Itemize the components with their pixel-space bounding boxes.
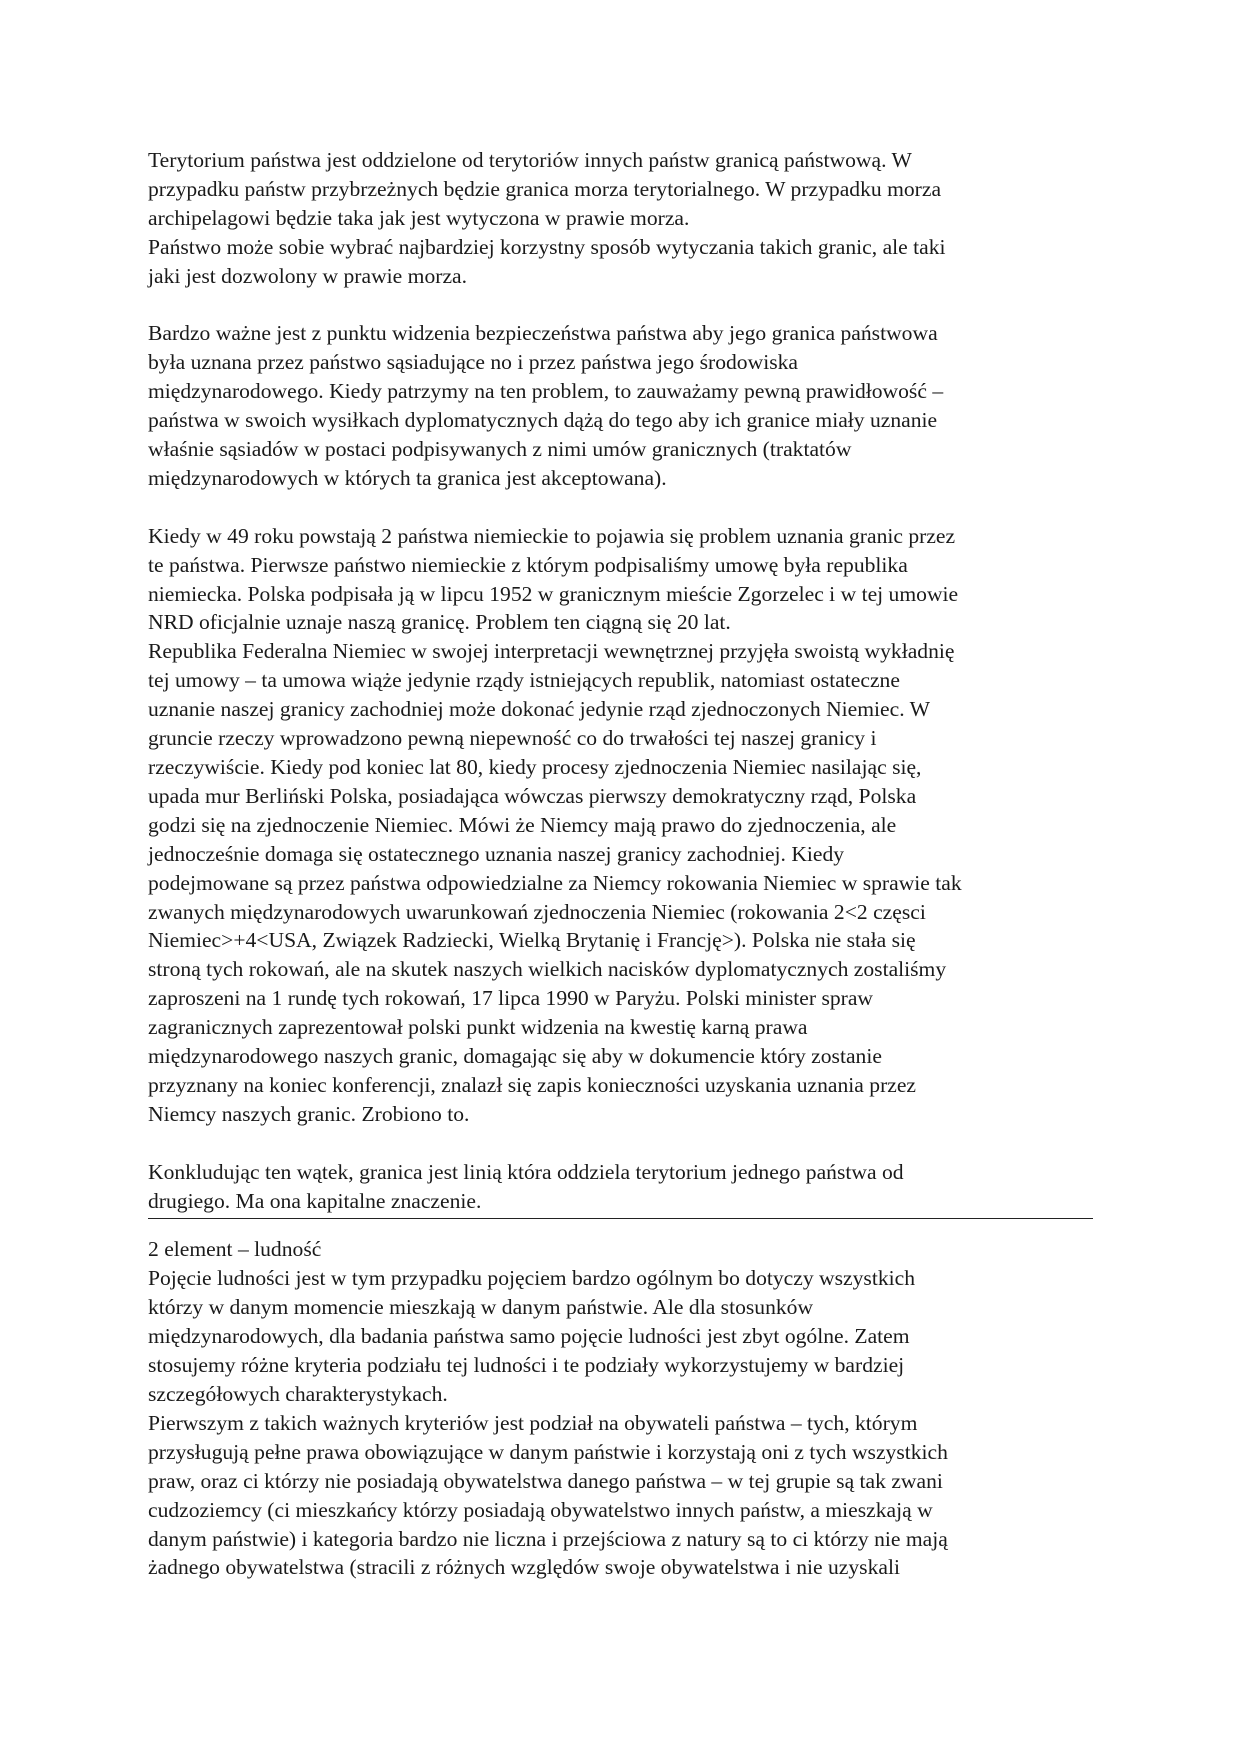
text-line: Konkludując ten wątek, granica jest linią która oddziela terytorium jednego państwa od bbox=[148, 1159, 904, 1184]
text-line: Terytorium państwa jest oddzielone od terytoriów innych państw granicą państwową. W bbox=[148, 148, 912, 172]
text-line: zwanych międzynarodowych uwarunkowań zjednoczenia Niemiec (rokowania 2<2 częsci bbox=[148, 899, 926, 924]
document-page bbox=[148, 146, 1093, 1582]
text-line: Republika Federalna Niemiec w swojej interpretacji wewnętrznej przyjęła swoistą wykładnię bbox=[148, 639, 955, 664]
text-line: międzynarodowego naszych granic, domagając się aby w dokumencie który zostanie bbox=[148, 1044, 882, 1069]
paragraph-german-states bbox=[148, 522, 1093, 638]
text-line: upada mur Berliński Polska, posiadająca wówczas pierwszy demokratyczny rząd, Polska bbox=[148, 783, 917, 808]
paragraph-population bbox=[148, 1235, 1093, 1408]
text-line: zaproszeni na 1 rundę tych rokowań, 17 lipca 1990 w Paryżu. Polski minister spraw bbox=[148, 986, 874, 1011]
text-line: danym państwie) i kategoria bardzo nie liczna i przejściowa z natury są to ci którzy nie mają bbox=[148, 1526, 948, 1551]
text-line: właśnie sąsiadów w postaci podpisywanych z nimi umów granicznych (traktatów bbox=[148, 437, 852, 462]
text-line: międzynarodowego. Kiedy patrzymy na ten problem, to zauważamy pewną prawidłowość – bbox=[148, 379, 944, 404]
text-line: tej umowy – ta umowa wiąże jedynie rządy istniejących republik, natomiast ostateczne bbox=[148, 668, 900, 693]
text-line: Niemiec>+4<USA, Związek Radziecki, Wielką Brytanię i Francję>). Polska nie stała się bbox=[148, 928, 916, 953]
text-line: podejmowane są przez państwa odpowiedzialne za Niemcy rokowania Niemiec w sprawie tak bbox=[148, 870, 962, 895]
text-line: międzynarodowych w których ta granica jest akceptowana). bbox=[148, 465, 667, 490]
text-line: była uznana przez państwo sąsiadujące no i przez państwa jego środowiska bbox=[148, 350, 798, 375]
text-line: żadnego obywatelstwa (stracili z różnych względów swoje obywatelstwa i nie uzyskali bbox=[148, 1555, 900, 1580]
text-line: Pojęcie ludności jest w tym przypadku pojęciem bardzo ogólnym bo dotyczy wszystkich bbox=[148, 1266, 916, 1291]
text-line: NRD oficjalnie uznaje naszą granicę. Problem ten ciągną się 20 lat. bbox=[148, 610, 731, 635]
text-line: Kiedy w 49 roku powstają 2 państwa niemieckie to pojawia się problem uznania granic przez bbox=[148, 523, 956, 548]
text-line: praw, oraz ci którzy nie posiadają obywatelstwa danego państwa – w tej grupie są tak zwani bbox=[148, 1468, 943, 1493]
text-line: stosujemy różne kryteria podziału tej ludności i te podziały wykorzystujemy w bardziej bbox=[148, 1353, 905, 1378]
paragraph-territory-border bbox=[148, 146, 1093, 233]
text-line: godzi się na zjednoczenie Niemiec. Mówi że Niemcy mają prawo do zjednoczenia, ale bbox=[148, 812, 897, 837]
text-line: przyznany na koniec konferencji, znalazł się zapis konieczności uzyskania uznania przez bbox=[148, 1072, 917, 1097]
paragraph-border-recognition bbox=[148, 319, 1093, 492]
text-line: archipelagowi będzie taka jak jest wytyczona w prawie morza. bbox=[148, 205, 690, 230]
text-line: Państwo może sobie wybrać najbardziej korzystny sposób wytyczania takich granic, ale taki bbox=[148, 234, 946, 259]
text-line: uznanie naszej granicy zachodniej może dokonać jedynie rząd zjednoczonych Niemiec. W bbox=[148, 697, 931, 722]
paragraph-citizenship bbox=[148, 1409, 1093, 1582]
text-line: przysługują pełne prawa obowiązujące w danym państwie i korzystają oni z tych wszystkich bbox=[148, 1439, 948, 1464]
text-line: te państwa. Pierwsze państwo niemieckie z którym podpisaliśmy umowę była republika bbox=[148, 552, 908, 577]
text-line: Niemcy naszych granic. Zrobiono to. bbox=[148, 1101, 470, 1126]
horizontal-rule bbox=[148, 1218, 1093, 1219]
text-line: przypadku państw przybrzeżnych będzie granica morza terytorialnego. W przypadku morza bbox=[148, 176, 942, 201]
text-line: cudzoziemcy (ci mieszkańcy którzy posiadają obywatelstwo innych państw, a mieszkają w bbox=[148, 1497, 933, 1522]
text-line: rzeczywiście. Kiedy pod koniec lat 80, kiedy procesy zjednoczenia Niemiec nasilając się, bbox=[148, 755, 922, 779]
text-line: Pierwszym z takich ważnych kryteriów jest podział na obywateli państwa – tych, którym bbox=[148, 1410, 918, 1435]
text-line: drugiego. Ma ona kapitalne znaczenie. bbox=[148, 1188, 482, 1213]
text-line: jaki jest dozwolony w prawie morza. bbox=[148, 263, 468, 288]
text-line: Bardzo ważne jest z punktu widzenia bezpieczeństwa państwa aby jego granica państwowa bbox=[148, 321, 938, 346]
text-line: którzy w danym momencie mieszkają w danym państwie. Ale dla stosunków bbox=[148, 1295, 814, 1320]
text-line: szczegółowych charakterystykach. bbox=[148, 1382, 448, 1407]
text-line: międzynarodowych, dla badania państwa samo pojęcie ludności jest zbyt ogólne. Zatem bbox=[148, 1324, 910, 1349]
text-line: zagranicznych zaprezentował polski punkt widzenia na kwestię karną prawa bbox=[148, 1015, 808, 1040]
text-line: niemiecka. Polska podpisała ją w lipcu 1952 w granicznym mieście Zgorzelec i w tej umowie bbox=[148, 581, 959, 606]
paragraph-frg-interpretation bbox=[148, 637, 1093, 1128]
text-line: jednocześnie domaga się ostatecznego uznania naszej granicy zachodniej. Kiedy bbox=[148, 841, 845, 866]
text-line: państwa w swoich wysiłkach dyplomatycznych dążą do tego aby ich granice miały uznanie bbox=[148, 408, 938, 433]
paragraph-conclusion bbox=[148, 1158, 1093, 1216]
text-line: stroną tych rokowań, ale na skutek naszych wielkich nacisków dyplomatycznych zostaliśmy bbox=[148, 957, 947, 982]
section-heading-line: 2 element – ludność bbox=[148, 1237, 322, 1262]
paragraph-border-choice bbox=[148, 233, 1093, 291]
text-line: gruncie rzeczy wprowadzono pewną niepewność co do trwałości tej naszej granicy i bbox=[148, 726, 877, 751]
